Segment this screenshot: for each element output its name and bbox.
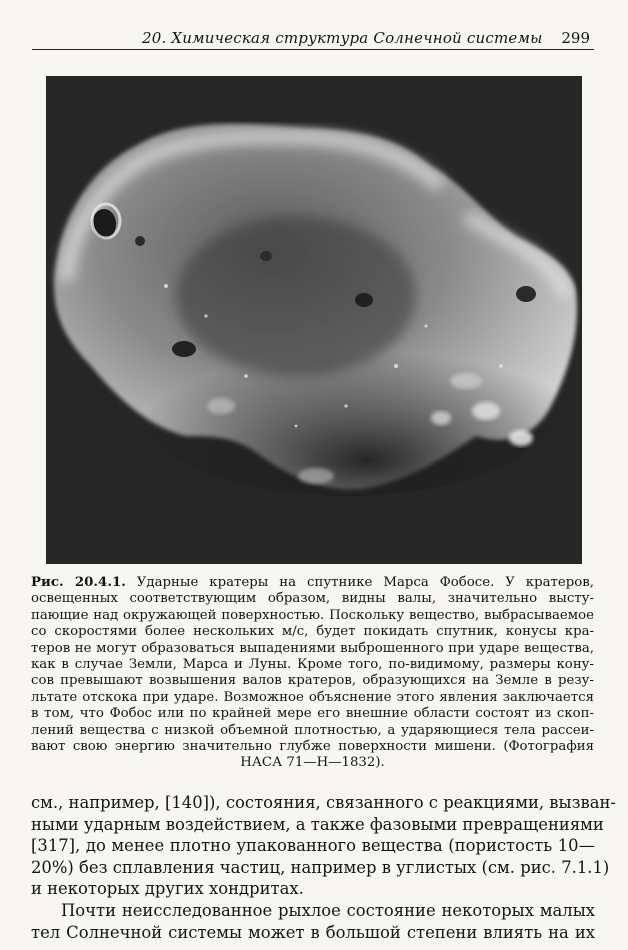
body-line: 20%) без сплавления частиц, например в углистых (см. рис. 7.1.1) <box>31 857 610 877</box>
caption-line: НАСА 71—Н—1832). <box>240 755 385 771</box>
caption-line: льтате отскока при ударе. Возможное объяснение этого явления заключается <box>31 689 594 705</box>
page-number: 299 <box>561 29 590 47</box>
caption-line <box>31 575 594 591</box>
phobos-photo-illustration <box>46 76 582 564</box>
phobos-photograph <box>46 76 582 564</box>
caption-line: со скоростями более нескольких м/с, будет покидать спутник, конусы кра- <box>31 624 594 640</box>
paragraph-2-line: тел Солнечной системы может в большой степени влиять на их <box>31 922 595 942</box>
caption-line: вают свою энергию значительно глубже поверхности мишени. (Фотография <box>31 739 594 755</box>
caption-line: сов превышают возвышения валов кратеров, образующихся на Земле в резу- <box>31 673 594 689</box>
body-line: [317], до менее плотно упакованного вещества (пористость 10— <box>31 836 595 856</box>
body-line: ными ударным воздействием, а также фазовыми превращениями <box>31 814 604 834</box>
caption-line: как в случае Земли, Марса и Луны. Кроме того, по-видимому, размеры кону- <box>31 657 594 673</box>
body-text <box>31 792 616 943</box>
running-title: 20. Химическая структура Солнечной системы <box>142 29 543 47</box>
caption-line: в том, что Фобос или по крайней мере его внешние области состоят из скоп- <box>31 706 594 722</box>
figure-caption <box>31 575 594 772</box>
body-line: см., например, [140]), состояния, связанного с реакциями, вызван- <box>31 793 616 812</box>
caption-line: теров не могут образоваться выпадениями выброшенного при ударе вещества, <box>31 640 594 656</box>
caption-text: Ударные кратеры на спутнике Марса Фобосе. У кратеров, <box>136 575 594 590</box>
header-rule <box>32 49 594 50</box>
body-line: и некоторых других хондритах. <box>31 879 304 899</box>
running-header <box>32 29 592 51</box>
paragraph-2-line: Почти неисследованное рыхлое состояние некоторых малых <box>61 900 595 920</box>
figure-label: Рис. 20.4.1. <box>31 575 126 590</box>
caption-line: освещенных соответствующим образом, видны валы, значительно высту- <box>31 591 594 607</box>
caption-line: лений вещества с низкой объемной плотностью, а ударяющиеся тела рассеи- <box>31 722 594 738</box>
caption-line: пающие над окружающей поверхностью. Поскольку вещество, выбрасываемое <box>31 607 594 623</box>
